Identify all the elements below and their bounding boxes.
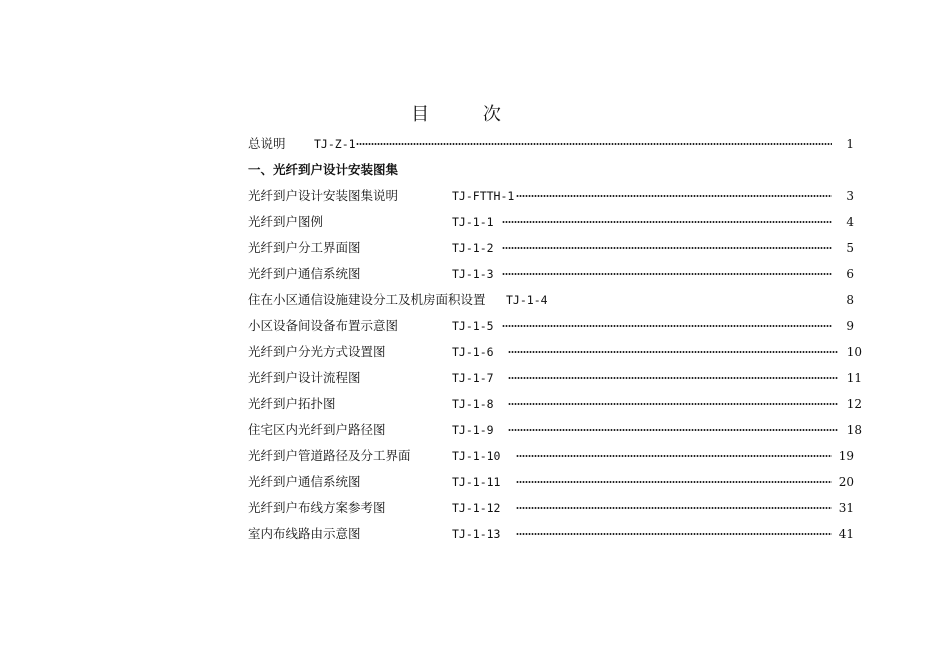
toc-entry-name: 室内布线路由示意图: [248, 526, 361, 541]
toc-entry-name: 总说明: [248, 136, 286, 151]
toc-leader-dots: [516, 195, 832, 197]
toc-entry-name: 小区设备间设备布置示意图: [248, 318, 399, 333]
toc-entry-page: 3: [846, 189, 854, 203]
toc-entry-code: TJ-1-4: [506, 293, 548, 307]
toc-entry-page: 10: [846, 345, 862, 359]
toc-row: [248, 498, 868, 518]
toc-entry-name: 光纤到户设计流程图: [248, 370, 361, 385]
toc-row: [248, 186, 868, 206]
toc-row: [248, 316, 868, 336]
toc-entry-name: 光纤到户设计安装图集说明: [248, 188, 399, 203]
toc-entry-name: 光纤到户分工界面图: [248, 240, 361, 255]
section-heading: 一、光纤到户设计安装图集: [248, 162, 399, 177]
toc-row: [248, 394, 868, 414]
toc-entry-code: TJ-1-10: [452, 449, 501, 463]
toc-entry-code: TJ-1-11: [452, 475, 501, 489]
toc-entry-page: 6: [846, 267, 854, 281]
toc-entry-code: TJ-1-3: [452, 267, 494, 281]
toc-entry-name: 光纤到户管道路径及分工界面: [248, 448, 411, 463]
toc-entry-page: 18: [846, 423, 862, 437]
toc-entry-code: TJ-1-9: [452, 423, 494, 437]
toc-leader-dots: [516, 507, 832, 509]
toc-entry-name: 住在小区通信设施建设分工及机房面积设置: [248, 292, 486, 307]
toc-entry-code: TJ-1-6: [452, 345, 494, 359]
toc-row: [248, 290, 868, 310]
toc-row: [248, 264, 868, 284]
toc-leader-dots: [502, 325, 832, 327]
toc-row-general: [248, 134, 868, 154]
toc-entry-page: 20: [838, 475, 854, 489]
toc-entry-page: 9: [846, 319, 854, 333]
toc-entry-code: TJ-1-13: [452, 527, 501, 541]
toc-entry-name: 光纤到户分光方式设置图: [248, 344, 386, 359]
toc-entry-code: TJ-1-5: [452, 319, 494, 333]
toc-row: [248, 472, 868, 492]
toc-entry-code: TJ-Z-1: [314, 137, 356, 151]
toc-entry-page: 12: [846, 397, 862, 411]
toc-row: [248, 420, 868, 440]
toc-entry-name: 光纤到户图例: [248, 214, 324, 229]
toc-entry-code: TJ-1-2: [452, 241, 494, 255]
toc-entry-page: 31: [838, 501, 854, 515]
toc-entry-name: 光纤到户布线方案参考图: [248, 500, 386, 515]
toc-leader-dots: [508, 429, 838, 431]
toc-leader-dots: [516, 533, 832, 535]
toc-entry-page: 8: [846, 293, 854, 307]
toc-entry-code: TJ-1-7: [452, 371, 494, 385]
toc-leader-dots: [502, 221, 832, 223]
toc-entry-page: 1: [846, 137, 854, 151]
toc-leader-dots: [508, 351, 838, 353]
toc-row: [248, 446, 868, 466]
toc-entry-name: 光纤到户拓扑图: [248, 396, 336, 411]
toc-row: [248, 238, 868, 258]
toc-leader-dots: [502, 247, 832, 249]
toc-leader-dots: [508, 377, 838, 379]
toc-entry-code: TJ-1-8: [452, 397, 494, 411]
toc-leader-dots: [508, 403, 838, 405]
toc-entry-name: 光纤到户通信系统图: [248, 266, 361, 281]
toc-entry-name: 光纤到户通信系统图: [248, 474, 361, 489]
toc-leader-dots: [356, 143, 832, 145]
toc-entry-page: 41: [838, 527, 854, 541]
toc-row: [248, 342, 868, 362]
toc-row: [248, 212, 868, 232]
toc-leader-dots: [516, 455, 832, 457]
toc-row: [248, 368, 868, 388]
toc-entry-page: 5: [846, 241, 854, 255]
toc-leader-dots: [516, 481, 832, 483]
toc-leader-dots: [502, 273, 832, 275]
toc-entry-page: 19: [838, 449, 854, 463]
toc-entry-code: TJ-1-12: [452, 501, 501, 515]
toc-entry-page: 4: [846, 215, 854, 229]
toc-entry-page: 11: [846, 371, 862, 385]
toc-entry-code: TJ-FTTH-1: [452, 189, 515, 203]
toc-entry-code: TJ-1-1: [452, 215, 494, 229]
page-title: 目 次: [411, 104, 525, 125]
toc-entry-name: 住宅区内光纤到户路径图: [248, 422, 386, 437]
toc-row: [248, 524, 868, 544]
